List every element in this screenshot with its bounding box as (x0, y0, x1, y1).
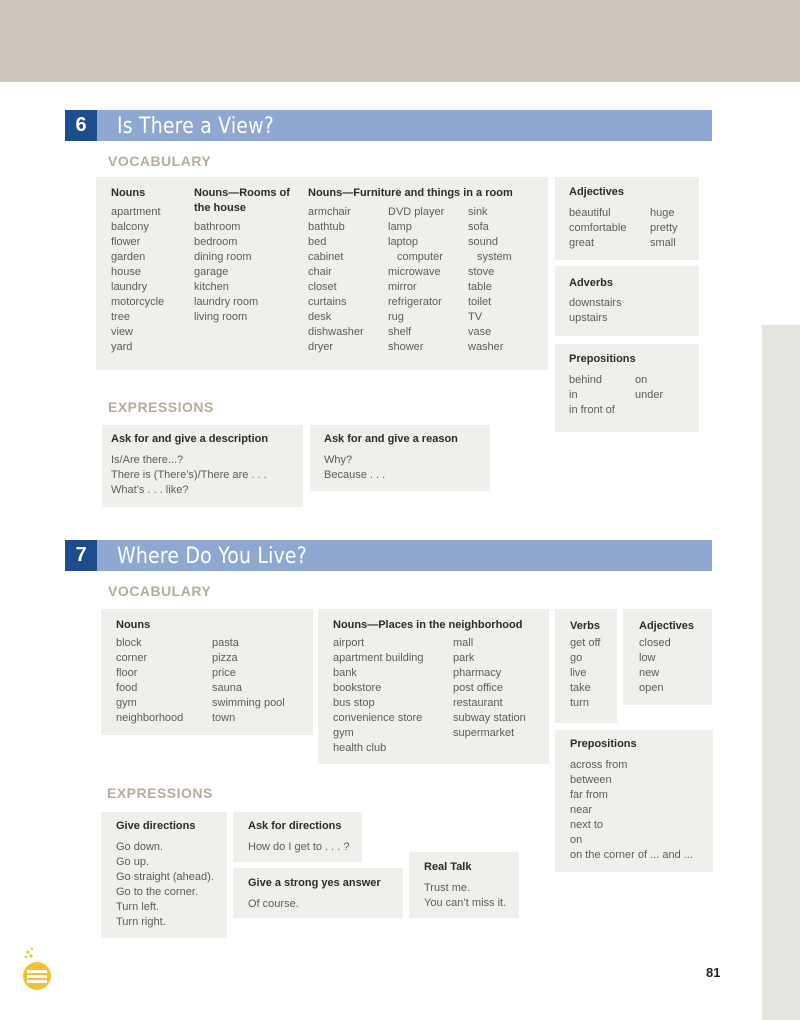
list-item: block (116, 637, 142, 649)
adverbs-heading: Adverbs (569, 277, 614, 289)
unit-7-expressions-label: EXPRESSIONS (107, 785, 213, 801)
rooms-list (194, 220, 258, 325)
unit-7-nouns-box (101, 609, 313, 735)
list-item: on the corner of ... and ... (570, 849, 693, 861)
list-item: Why? (324, 454, 353, 466)
adjectives-heading: Adjectives (569, 186, 625, 198)
list-item: food (116, 682, 138, 694)
u7-nouns-list-2 (212, 636, 285, 726)
list-item: toilet (468, 296, 492, 308)
list-item: live (570, 667, 587, 679)
list-item: next to (570, 819, 604, 831)
publisher-logo-icon (20, 946, 54, 992)
describe-box (102, 425, 303, 507)
strong-yes-box (233, 868, 403, 918)
list-item: yard (111, 341, 133, 353)
unit-7-header (65, 540, 712, 571)
list-item: Of course. (248, 898, 299, 910)
list-item: near (570, 804, 593, 816)
list-item: pretty (650, 222, 678, 234)
list-item: convenience store (333, 712, 423, 724)
list-item: pharmacy (453, 667, 502, 679)
list-item: bed (308, 236, 327, 248)
list-item: How do I get to . . . ? (248, 841, 350, 853)
prepositions-list-1 (569, 373, 615, 418)
places-list-2 (453, 636, 526, 741)
u7-prepositions-list (570, 758, 693, 863)
unit-6-title: Is There a View? (117, 114, 274, 139)
list-item: pasta (212, 637, 239, 649)
u7-adjectives-box (623, 609, 712, 705)
list-item: motorcycle (111, 296, 165, 308)
reason-heading: Ask for and give a reason (324, 433, 458, 445)
list-item: Turn right. (116, 916, 166, 928)
unit-6-adverbs-box (555, 266, 699, 336)
list-item: stove (468, 266, 495, 278)
list-item: bathtub (308, 221, 345, 233)
list-item: refrigerator (388, 296, 442, 308)
list-item: swimming pool (212, 697, 285, 709)
list-item: Go straight (ahead). (116, 871, 214, 883)
verbs-list (570, 636, 600, 711)
verbs-heading: Verbs (570, 620, 600, 632)
give-directions-heading: Give directions (116, 820, 196, 832)
unit-6-vocabulary-label: VOCABULARY (108, 153, 212, 169)
list-item: great (569, 237, 595, 249)
ask-directions-box (233, 812, 362, 862)
list-item: low (639, 652, 656, 664)
list-item: bookstore (333, 682, 382, 694)
list-item: restaurant (453, 697, 503, 709)
list-item: subway station (453, 712, 526, 724)
list-item: Trust me. (424, 882, 471, 894)
page-number: 81 (706, 965, 721, 980)
top-band (0, 0, 800, 82)
real-talk-list (424, 881, 506, 911)
list-item: kitchen (194, 281, 229, 293)
list-item: sauna (212, 682, 242, 694)
list-item: laundry (111, 281, 148, 293)
list-item: table (468, 281, 492, 293)
reason-box (310, 425, 490, 491)
list-item: post office (453, 682, 503, 694)
list-item: What’s . . . like? (111, 484, 189, 496)
list-item: microwave (388, 266, 441, 278)
list-item: go (570, 652, 583, 664)
rooms-heading: Nouns—Rooms of the house (194, 187, 290, 214)
list-item: Go down. (116, 841, 164, 853)
list-item: bedroom (194, 236, 238, 248)
list-item: living room (194, 311, 248, 323)
furniture-list-1 (308, 205, 364, 355)
list-item: turn (570, 697, 589, 709)
list-item: shower (388, 341, 424, 353)
describe-list (111, 453, 267, 498)
list-item: system (477, 251, 512, 263)
list-item: between (570, 774, 612, 786)
list-item: health club (333, 742, 387, 754)
list-item: bank (333, 667, 357, 679)
list-item: chair (308, 266, 332, 278)
list-item: airport (333, 637, 365, 649)
list-item: sound (468, 236, 498, 248)
list-item: downstairs (569, 297, 622, 309)
list-item: balcony (111, 221, 149, 233)
list-item: beautiful (569, 207, 611, 219)
real-talk-heading: Real Talk (424, 861, 472, 873)
list-item: Because . . . (324, 469, 386, 481)
list-item: TV (468, 311, 483, 323)
list-item: vase (468, 326, 492, 338)
list-item: get off (570, 637, 601, 649)
list-item: laptop (388, 236, 418, 248)
list-item: far from (570, 789, 608, 801)
list-item: in (569, 389, 578, 401)
ask-directions-list (248, 840, 350, 855)
u7-prepositions-box (555, 730, 713, 872)
furniture-list-2 (388, 205, 444, 355)
list-item: view (111, 326, 134, 338)
list-item: behind (569, 374, 603, 386)
list-item: park (453, 652, 475, 664)
u7-adjectives-heading: Adjectives (639, 620, 695, 632)
list-item: huge (650, 207, 675, 219)
u7-adjectives-list (639, 636, 671, 696)
prepositions-list-2 (635, 373, 663, 403)
list-item: in front of (569, 404, 615, 416)
list-item: house (111, 266, 141, 278)
list-item: computer (397, 251, 443, 263)
list-item: gym (116, 697, 137, 709)
unit-7-vocabulary-label: VOCABULARY (108, 583, 212, 599)
list-item: gym (333, 727, 354, 739)
list-item: closet (308, 281, 337, 293)
list-item: cabinet (308, 251, 344, 263)
list-item: dishwasher (308, 326, 364, 338)
list-item: dining room (194, 251, 252, 263)
list-item: open (639, 682, 664, 694)
list-item: garage (194, 266, 229, 278)
list-item: under (635, 389, 664, 401)
list-item: closed (639, 637, 671, 649)
list-item: take (570, 682, 591, 694)
list-item: lamp (388, 221, 412, 233)
list-item: supermarket (453, 727, 515, 739)
list-item: mall (453, 637, 474, 649)
u7-nouns-heading: Nouns (116, 619, 151, 631)
unit-6-prepositions-box (555, 344, 699, 432)
list-item: corner (116, 652, 148, 664)
list-item: garden (111, 251, 146, 263)
list-item: on (635, 374, 648, 386)
list-item: desk (308, 311, 332, 323)
list-item: tree (111, 311, 130, 323)
places-list-1 (333, 636, 424, 756)
furniture-heading: Nouns—Furniture and things in a room (308, 187, 513, 199)
verbs-box (555, 609, 617, 723)
list-item: DVD player (388, 206, 445, 218)
unit-6-header (65, 110, 712, 141)
strong-yes-list (248, 897, 299, 912)
list-item: Go up. (116, 856, 150, 868)
list-item: Go to the corner. (116, 886, 198, 898)
reason-list (324, 453, 385, 483)
list-item: rug (388, 311, 404, 323)
list-item: apartment (111, 206, 161, 218)
list-item: across from (570, 759, 628, 771)
unit-6-vocab-box (96, 177, 548, 370)
list-item: new (639, 667, 660, 679)
list-item: town (212, 712, 236, 724)
list-item: upstairs (569, 312, 608, 324)
list-item: Is/Are there...? (111, 454, 184, 466)
adjectives-list-1 (569, 206, 626, 251)
nouns-heading: Nouns (111, 187, 146, 199)
unit-6-expressions-label: EXPRESSIONS (108, 399, 214, 415)
adverbs-list (569, 296, 622, 326)
give-directions-list (116, 840, 214, 930)
list-item: floor (116, 667, 138, 679)
unit-7-number: 7 (65, 540, 97, 571)
list-item: There is (There’s)/There are . . . (111, 469, 267, 481)
list-item: on (570, 834, 583, 846)
prepositions-heading: Prepositions (569, 353, 636, 365)
list-item: dryer (308, 341, 334, 353)
side-strip (762, 325, 800, 1020)
furniture-list-3 (468, 205, 512, 355)
list-item: Turn left. (116, 901, 159, 913)
list-item: shelf (388, 326, 412, 338)
u7-prepositions-heading: Prepositions (570, 738, 637, 750)
list-item: armchair (308, 206, 351, 218)
list-item: mirror (388, 281, 417, 293)
give-directions-box (101, 812, 227, 938)
nouns-list (111, 205, 164, 355)
unit-6-number: 6 (65, 110, 97, 141)
describe-heading: Ask for and give a description (111, 433, 269, 445)
list-item: sofa (468, 221, 489, 233)
list-item: small (650, 237, 676, 249)
u7-nouns-list-1 (116, 636, 183, 726)
strong-yes-heading: Give a strong yes answer (248, 877, 381, 889)
list-item: bathroom (194, 221, 241, 233)
list-item: sink (468, 206, 488, 218)
unit-7-title: Where Do You Live? (117, 544, 307, 569)
list-item: neighborhood (116, 712, 184, 724)
list-item: laundry room (194, 296, 259, 308)
places-box (318, 609, 549, 764)
ask-directions-heading: Ask for directions (248, 820, 342, 832)
places-heading: Nouns—Places in the neighborhood (333, 619, 523, 631)
unit-6-adjectives-box (555, 177, 699, 260)
real-talk-box (409, 852, 519, 918)
adjectives-list-2 (650, 206, 678, 251)
list-item: price (212, 667, 236, 679)
list-item: bus stop (333, 697, 375, 709)
list-item: washer (468, 341, 504, 353)
list-item: comfortable (569, 222, 627, 234)
list-item: apartment building (333, 652, 424, 664)
list-item: You can’t miss it. (424, 897, 507, 909)
list-item: curtains (308, 296, 347, 308)
list-item: pizza (212, 652, 238, 664)
list-item: flower (111, 236, 141, 248)
